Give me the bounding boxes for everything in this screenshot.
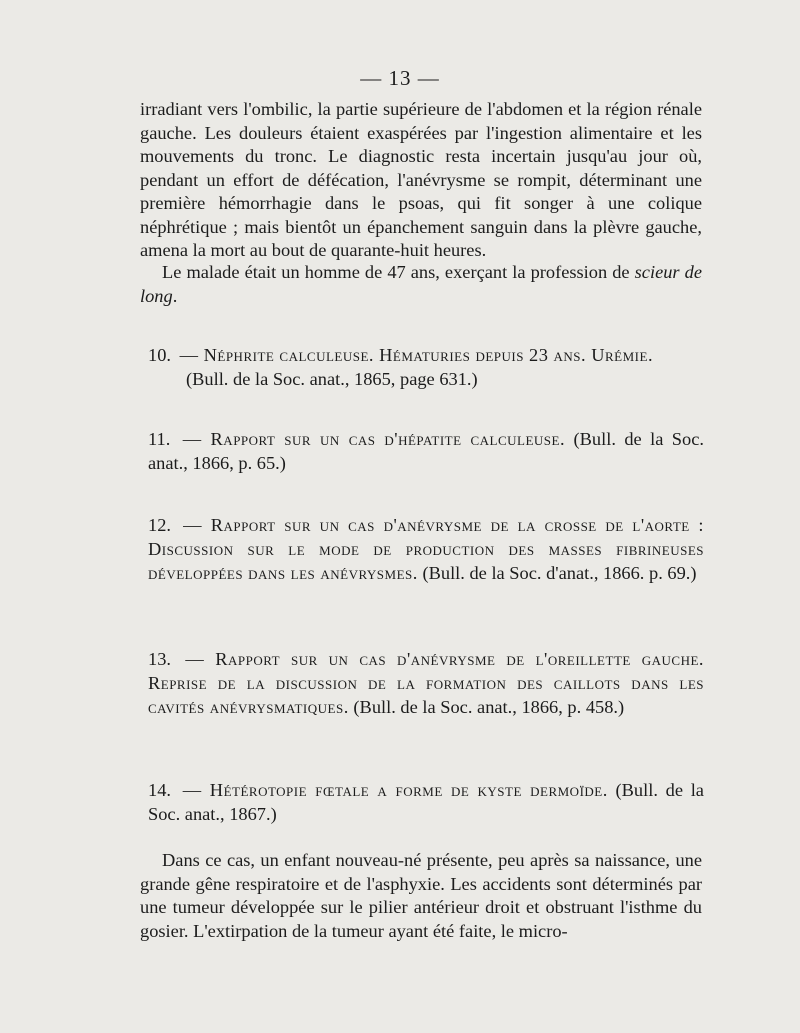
profession-italic: scieur de long — [140, 262, 702, 306]
intro-paragraph-2-text: Le malade était un homme de 47 ans, exerçant la profession de — [162, 262, 635, 282]
entry-13 — [148, 647, 704, 719]
entry-11 — [148, 427, 704, 475]
entry-ref: (Bull. de la Soc. anat., 1866, p. 458.) — [353, 697, 625, 717]
closing-paragraph: Dans ce cas, un enfant nouveau-né présente, peu après sa naissance, une grande gêne respiratoire et de l'asphyxie. Les accidents sont déterminés par une tumeur développée sur le pilier antérieur droit et obstruant l'isthme du gosier. L'extirpation de la tumeur ayant été faite, le micro- — [140, 850, 702, 941]
entry-title: — Hétérotopie fœtale a forme de kyste dermoïde. — [182, 780, 608, 800]
entry-number: 13. — [148, 649, 171, 669]
entry-10 — [148, 343, 704, 391]
entry-number: 12. — [148, 515, 171, 535]
intro-paragraph-2 — [140, 261, 702, 308]
entry-ref: (Bull. de la Soc. d'anat., 1866. p. 69.) — [422, 563, 697, 583]
intro-paragraph-2-end: . — [172, 285, 178, 306]
intro-paragraph-1: irradiant vers l'ombilic, la partie supérieure de l'abdomen et la région rénale gauche. Les douleurs étaient exaspérées par l'ingestion alimentaire et les mouvements du tronc. Le diagnostic resta incertain jusqu'au jour où, pendant un effort de défécation, l'anévrysme se rompit, déterminant une première hémorrhagie dans le psoas, qui fit songer à une colique néphrétique ; mais bientôt un épanchement sanguin dans la plèvre gauche, amena la mort au bout de quarante-huit heures. — [140, 99, 702, 260]
entry-ref: (Bull. de la Soc. anat., 1866, p. 65.) — [148, 429, 704, 473]
entry-number: 10. — [148, 345, 171, 365]
entry-ref: (Bull. de la Soc. anat., 1865, page 631.) — [186, 369, 478, 389]
page-number: — 13 — — [360, 66, 440, 90]
entry-number: 14. — [148, 780, 171, 800]
entry-title: — Rapport sur un cas d'anévrysme de la crosse de l'aorte : Discussion sur le mode de production des masses fibrineuses développées dans les anévrysmes. — [148, 515, 704, 583]
entry-12 — [148, 513, 704, 585]
entry-number: 11. — [148, 429, 171, 449]
entry-title: — Néphrite calculeuse. Hématuries depuis 23 ans. Urémie. — [179, 345, 654, 365]
entry-title: — Rapport sur un cas d'anévrysme de l'oreillette gauche. Reprise de la discussion de la formation des caillots dans les cavités anévrysmatiques. — [148, 649, 704, 717]
entry-title: — Rapport sur un cas d'hépatite calculeuse. — [182, 429, 566, 449]
entry-ref: (Bull. de la Soc. anat., 1867.) — [148, 780, 704, 824]
entry-14 — [148, 778, 704, 826]
